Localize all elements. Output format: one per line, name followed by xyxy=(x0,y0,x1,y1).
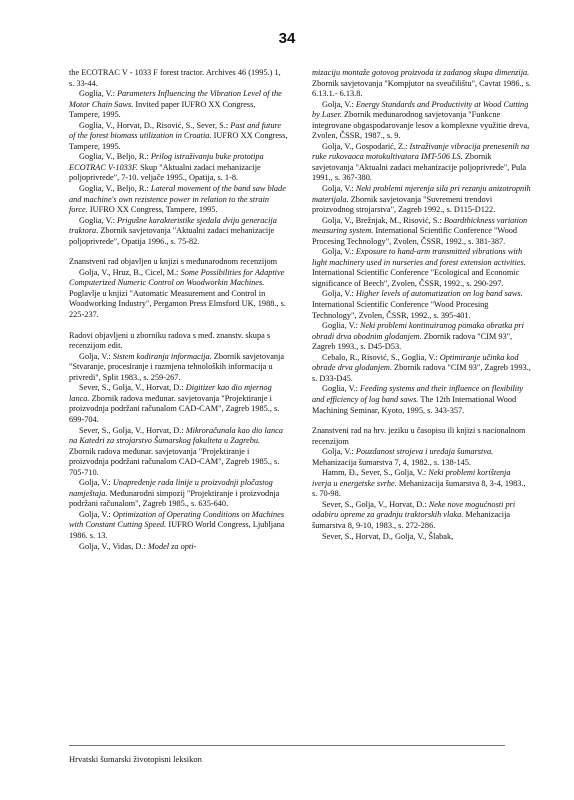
entry-title: Energy Standards and Productivity at Wood Cutting by Laser. xyxy=(312,99,529,120)
bibliography-entry xyxy=(312,184,531,216)
entry-text: Zbornik međunarodnog savjetovanja "Funkcne integrovane obgaspodarovanje lesov a komplexne využitie dreva, Zvolen, ČSSR, 1987., s. 9. xyxy=(312,110,530,141)
entry-title: Unapređenje rada linije u proizvodnji pločastog namještaja. xyxy=(69,478,273,498)
bibliography-entry xyxy=(69,152,288,184)
entry-title: Mikroračunala kao dio lanca na Katedri za strojarstvo Šumarskog fakulteta u Zagrebu. xyxy=(69,425,283,446)
entry-title: Past and future of the forest biomass utilization in Croatia. xyxy=(69,120,282,141)
entry-title: Pouzdanost strojeva i uređaja šumarstva. xyxy=(355,447,494,457)
bibliography-entry xyxy=(69,510,288,542)
entry-text: Međunarodni simpozij "Projektiranje i proizvodnja podržani računalom", Zagreb 1985., s. 635-640. xyxy=(69,488,280,509)
bibliography-entry xyxy=(69,216,288,248)
entry-text: Goglia, V.: xyxy=(79,215,117,225)
bibliography-entry xyxy=(69,426,288,479)
entry-title: mizaciju montaže gotovog proizvoda iz zadanog skupa dimenzija. xyxy=(312,68,530,77)
bibliography-entry xyxy=(69,383,288,425)
entry-text: Goglia, V.: xyxy=(79,89,117,99)
entry-text: IUFRO XX Congress, Tampere, 1995. xyxy=(87,205,218,215)
bibliography-entry xyxy=(69,542,288,553)
entry-text: Poglavlje u knjizi "Automatic Measurement and Control in Woodworking Industry", Pergamon Press Elmsford UK, 1988., s. 225-237. xyxy=(69,288,286,320)
entry-title: Exposure to hand-arm transmitted vibrations with light machinery used in nurseries and forest extension activities. xyxy=(312,247,526,267)
entry-title: Lateral movement of the band saw blade and machine's own rezistence power in relation to the strain force. xyxy=(69,184,286,215)
entry-title: Prigušne karakteristike sjedala dviju generacija traktora. xyxy=(69,215,277,236)
entry-text: Golja, V., Vidas, D.: xyxy=(79,541,148,551)
entry-text: Golja, V.: xyxy=(79,478,113,488)
entry-text: the ECOTRAC V - 1033 F forest tractor. Archives 46 (1995.) 1, s. 33-44. xyxy=(69,68,281,88)
entry-text: Golja, V., Gospodarić, Z.: xyxy=(322,141,410,151)
right-column xyxy=(312,68,531,542)
bibliography-entry xyxy=(312,216,531,248)
bibliography-entry xyxy=(312,468,531,500)
entry-text: Zbornik radova "CIM 93", Zagreb 1993., s. D33-D45. xyxy=(312,363,531,383)
entry-title: Digitizer kao dio mjernog lanca. xyxy=(69,383,272,403)
entry-text: Golja, V., Brežnjak, M., Risović, S.: xyxy=(322,215,444,225)
entry-text: IUFRO World Congress, Ljubljana 1986. s. 13. xyxy=(69,520,285,540)
entry-text: Golja, V.: xyxy=(322,184,356,194)
entry-title: Neke nove mogućnosti pri odabiru opreme za gradnju traktorskih vlaka. xyxy=(312,499,516,520)
entry-text: Goglia, V., Beljo, R.: xyxy=(79,152,151,162)
entry-text: Goglia, V., Horvat, D., Risović, S., Sever, S.: xyxy=(79,120,231,130)
bibliography-entry xyxy=(69,352,288,384)
entry-text: Zbornik savjetovanja "Kompjutor na sveučilištu", Cavtat 1986., s. 6.13.1.- 6.13.8. xyxy=(312,78,532,99)
entry-text: Invited paper IUFRO XX Congress, Tampere, 1995. xyxy=(69,99,256,120)
entry-text: Cebalo, R., Risović, S., Goglia, V.: xyxy=(322,352,440,362)
bibliography-entry xyxy=(69,89,288,121)
entry-text: Golja, V.: xyxy=(322,447,356,457)
entry-text: Golja, V.: xyxy=(79,351,113,361)
entry-title: Some Possibilities for Adaptive Computerized Numeric Control on Woodworkin Machines. xyxy=(69,267,285,288)
entry-title: Optimization of Operating Conditions on Machines with Constant Cutting Speed. xyxy=(69,509,285,530)
entry-text: The 12th International Wood Machining Seminar, Kyoto, 1995, s. 343-357. xyxy=(312,394,517,415)
section-gap xyxy=(312,416,531,426)
entry-title: Sistem kodiranja informacija. xyxy=(112,351,212,361)
entry-title: Neki problemi korištenja iverja u energetske svrhe. xyxy=(312,468,511,488)
entry-title: Optimiranje učinka kod obrade drva glodanjem. xyxy=(312,352,519,373)
bibliography-entry xyxy=(312,500,531,532)
entry-text: Sever, S., Horvat, D., Golja, V., Šlabak, xyxy=(322,531,454,541)
section-gap xyxy=(69,247,288,257)
section-heading xyxy=(312,426,531,447)
entry-text: Zbornik savjetovanja "Suvremeni trendovi proizvodnog strojarstva", Zagreb 1992., s. D115-D122. xyxy=(312,194,496,215)
entry-text: Hamm, Đ., Sever, S., Golja, V.: xyxy=(322,468,429,478)
section-heading xyxy=(69,331,288,352)
bibliography-entry xyxy=(69,268,288,321)
entry-title: Prilog istraživanju buke prototipa ECOTRAC V-1033F. xyxy=(69,152,264,172)
entry-text: Golja, V.: xyxy=(79,509,113,519)
entry-text: Zbornik radova "CIM 93", Zagreb 1993., s. D45-D53. xyxy=(312,331,513,352)
entry-text: Goglia, V.: xyxy=(322,384,360,394)
entry-text: Sever, S., Golja, V., Horvat, D.: xyxy=(322,499,429,509)
entry-text: Sever, S., Golja, V., Horvat, D.: xyxy=(79,425,186,435)
bibliography-entry xyxy=(69,121,288,153)
page-number: 34 xyxy=(278,30,296,47)
entry-text: Goglia, V.: xyxy=(322,321,360,331)
entry-text: Goglia, V., Beljo, R.: xyxy=(79,184,151,194)
entry-text: Radovi objavljeni u zborniku radova s međ. znanstv. skupa s recenzijom edit. xyxy=(69,330,271,351)
entry-text: Mehanizacija šumarstva 8, 9-10, 1983., s. 272-286. xyxy=(312,510,511,530)
entry-title: Istraživanje vibracija prenesenih na ruke rukovaoca motokultivatora IMT-506 LS. xyxy=(312,141,530,162)
section-heading xyxy=(69,257,288,268)
bibliography-entry xyxy=(312,532,531,543)
section-heading xyxy=(312,68,531,100)
section-heading xyxy=(69,68,288,89)
entry-text: Znanstveni rad na hrv. jeziku u časopisu ili knjizi s nacionalnom recenzijom xyxy=(312,426,526,446)
entry-text: International Scientific Conference "Wood Procesing Technology", Zvolen, ČSSR, 1992., s. 395-401. xyxy=(312,300,489,320)
entry-title: Neki problemi kontinuiranog pomaka obratka pri obradi drva obodnim glodanjem. xyxy=(312,321,524,341)
bibliography-entry xyxy=(69,184,288,216)
section-gap xyxy=(69,321,288,331)
entry-text: Golja, V., Hruz, B., Cicel, M.: xyxy=(79,267,181,277)
entry-text: Mehanizacija šumarstva 7, 4, 1982., s. 138-145. xyxy=(312,457,471,467)
bibliography-entry xyxy=(312,100,531,142)
entry-title: Neki problemi mjerenja sila pri rezanju anizotropnih materijala. xyxy=(312,184,531,204)
entry-text: Znanstveni rad objavljen u knjizi s međunarodnom recenzijom xyxy=(69,257,278,267)
bibliography-entry xyxy=(312,289,531,321)
bibliography-entry xyxy=(312,353,531,385)
entry-title: Parameters Influencing the Vibration Level of the Motor Chain Saws. xyxy=(69,89,282,109)
entry-text: Golja, V.: xyxy=(322,99,356,109)
entry-title: Model za opti- xyxy=(147,541,197,551)
bibliography-entry xyxy=(312,247,531,289)
entry-text: Zbornik radova međunar. savjetovanja "Projektiranje i proizvodnja podržani računalom CAD-CAM", Zagreb 1985., s. 699-704. xyxy=(69,393,280,424)
entry-text: Mehanizacija šumarstva 8, 3-4, 1983., s. 70-98. xyxy=(312,478,526,499)
entry-title: Higher levels of automatization on log band saws. xyxy=(355,289,523,299)
entry-text: Golja, V.: xyxy=(322,289,356,299)
bibliography-entry xyxy=(69,478,288,510)
footer-text: Hrvatski šumarski životopisni leksikon xyxy=(69,754,202,764)
left-column xyxy=(69,68,288,552)
entry-text: Zbornik savjetovanja "Stvaranje, procesiranje i razmjena tehnoloških informacija u privredi", Split 1983., s. 259-267. xyxy=(69,351,285,382)
entry-text: Sever, S., Golja, V., Horvat, D.: xyxy=(79,383,186,393)
entry-text: IUFRO XX Congress, Tampere, 1995. xyxy=(69,131,288,151)
entry-text: Skup "Aktualni zadaci mehanizacije poljoprivrede", 7-10. veljače 1995., Opatija, s. 1-8. xyxy=(69,162,261,183)
entry-title: Feeding systems and their influence on flexibility and efficiency of log band saws. xyxy=(312,384,524,404)
entry-text: Golja, V.: xyxy=(322,247,356,257)
entry-title: Boardthickness variation measuring system. xyxy=(312,215,528,236)
entry-text: International Scientific Conference "Ecological and Economic significance of Beech", Zvolen, ČSSR, 1992., s. 290-297. xyxy=(312,268,520,288)
bibliography-entry xyxy=(312,447,531,468)
entry-text: Zbornik savjetovanja "Aktualni zadaci mehanizacije poljoprivrede", Pula 1991., s. 367-380. xyxy=(312,152,527,183)
bibliography-entry xyxy=(312,321,531,353)
entry-text: Zbornik radova međunar. savjetovanja "Projektiranje i proizvodnja podržani računalom CAD-CAM", Zagreb 1985., s. 705-710. xyxy=(69,446,280,477)
footer-rule xyxy=(69,745,505,746)
entry-text: Zbornik savjetovanja "Aktualni zadaci mehanizacije poljoprivrede", Opatija 1996., s. 75-82. xyxy=(69,226,275,246)
entry-text: International Scientific Conference "Wood Procesing Technology", Zvolen, ČSSR, 1992., s. 381-387. xyxy=(312,226,518,246)
bibliography-entry xyxy=(312,384,531,416)
bibliography-entry xyxy=(312,142,531,184)
